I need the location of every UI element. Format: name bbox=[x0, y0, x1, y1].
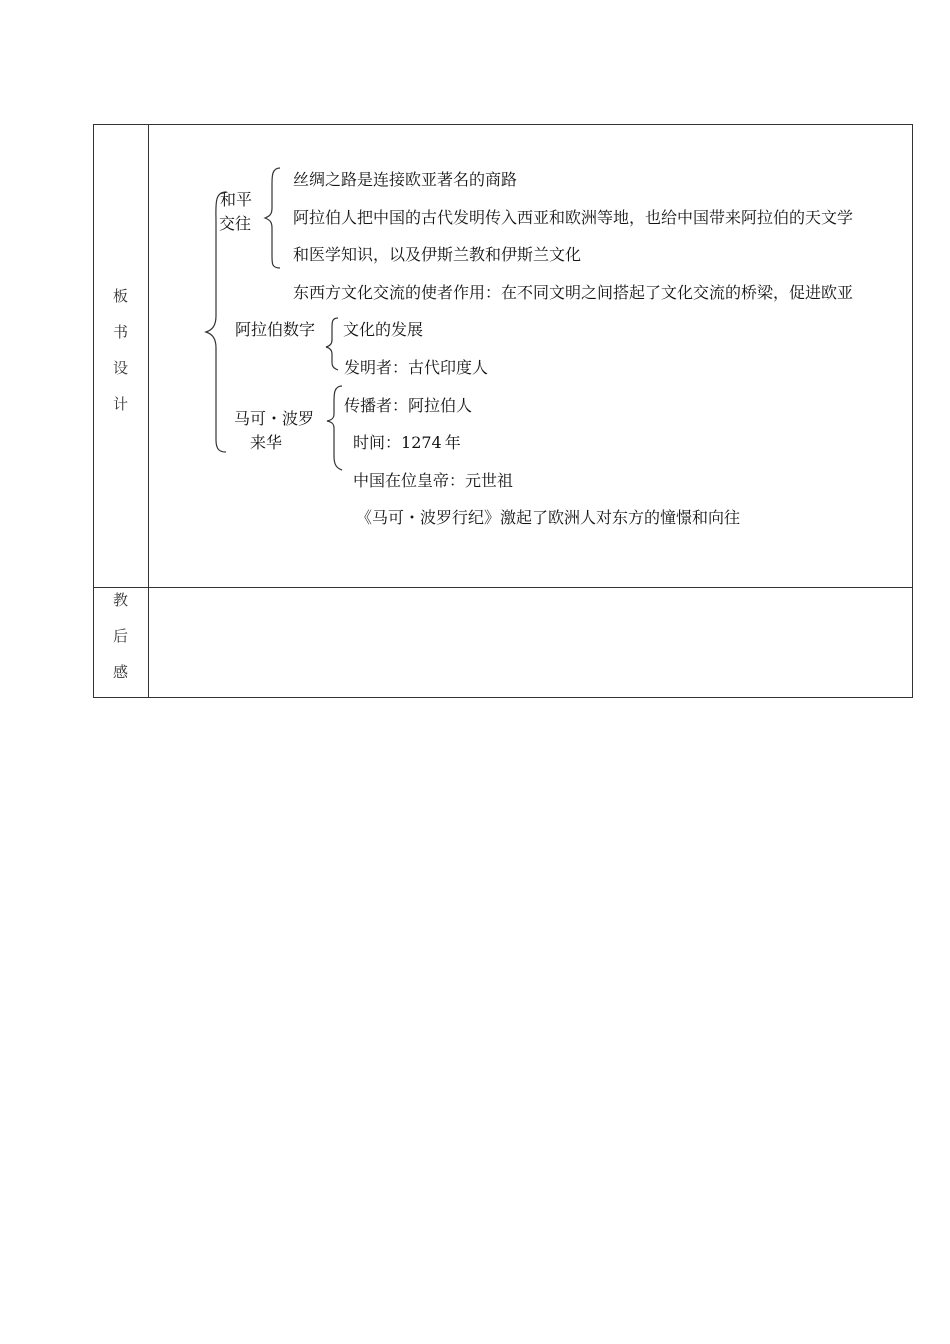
reflection-label-char: 教 bbox=[112, 591, 128, 609]
board-design-label-char: 书 bbox=[112, 323, 128, 341]
arab-text-line1: 阿拉伯人把中国的古代发明传入西亚和欧洲等地，也给中国带来阿拉伯的天文学 bbox=[293, 208, 854, 227]
arabic-numerals-label: 阿拉伯数字 bbox=[235, 320, 316, 339]
peace-label-line2: 交往 bbox=[219, 214, 252, 233]
board-design-label-char: 计 bbox=[112, 395, 128, 413]
board-design-label-char: 设 bbox=[112, 359, 128, 377]
reflection-label-char: 后 bbox=[112, 627, 128, 645]
culture-development-text: 文化的发展 bbox=[343, 320, 424, 339]
row-divider bbox=[93, 587, 913, 588]
time-prefix: 时间： bbox=[353, 433, 402, 452]
reflection-label bbox=[93, 582, 148, 690]
marco-polo-label-line2: 来华 bbox=[250, 433, 283, 452]
reflection-label-char: 感 bbox=[112, 663, 128, 681]
emperor-text: 中国在位皇帝：元世祖 bbox=[353, 471, 514, 490]
column-divider bbox=[148, 124, 149, 698]
arab-text-line2: 和医学知识，以及伊斯兰教和伊斯兰文化 bbox=[293, 245, 582, 264]
messenger-role-text: 东西方文化交流的使者作用：在不同文明之间搭起了文化交流的桥梁，促进欧亚 bbox=[293, 283, 854, 302]
spreader-text: 传播者：阿拉伯人 bbox=[344, 396, 473, 415]
silk-road-text: 丝绸之路是连接欧亚著名的商路 bbox=[293, 170, 518, 189]
peace-label-line1: 和平 bbox=[220, 190, 253, 209]
inventor-text: 发明者：古代印度人 bbox=[344, 358, 489, 377]
board-design-label-char: 板 bbox=[112, 287, 128, 305]
year-suffix: 年 bbox=[444, 433, 461, 452]
time-text bbox=[353, 433, 461, 453]
board-design-label bbox=[93, 278, 148, 422]
reflection-content bbox=[158, 600, 898, 680]
year-value: 1274 bbox=[401, 433, 442, 452]
marco-polo-label-line1: 马可・波罗 bbox=[234, 409, 315, 428]
book-impact-text: 《马可・波罗行纪》激起了欧洲人对东方的憧憬和向往 bbox=[356, 508, 741, 527]
